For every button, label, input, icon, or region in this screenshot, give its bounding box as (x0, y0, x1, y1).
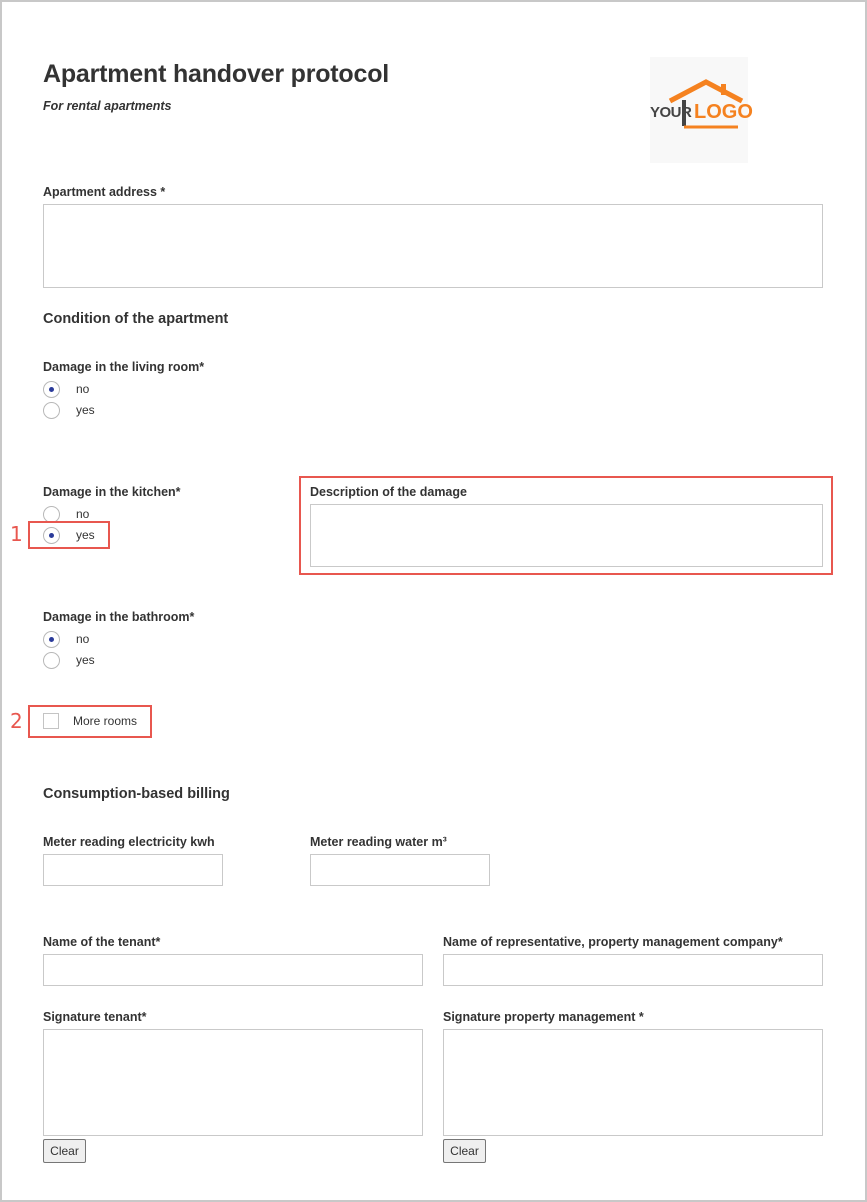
bathroom-radio-no[interactable] (43, 631, 60, 648)
annotation-marker-1: 1 (10, 522, 23, 546)
representative-input[interactable] (443, 954, 823, 986)
radio-label: no (76, 632, 90, 646)
billing-heading: Consumption-based billing (43, 786, 230, 802)
more-rooms-label[interactable]: More rooms (73, 714, 138, 728)
signature-management-label: Signature property management * (443, 1010, 644, 1024)
radio-label: no (76, 382, 90, 396)
water-input[interactable] (310, 854, 490, 886)
representative-label: Name of representative, property management company* (443, 935, 783, 949)
living-room-radio-yes[interactable] (43, 402, 60, 419)
living-room-label: Damage in the living room* (43, 360, 205, 374)
radio-label: yes (76, 528, 95, 542)
annotation-box-1 (28, 521, 110, 549)
living-room-radio-no[interactable] (43, 381, 60, 398)
bathroom-label: Damage in the bathroom* (43, 610, 195, 624)
radio-label: yes (76, 653, 95, 667)
bathroom-option-yes[interactable] (43, 651, 95, 669)
electricity-input[interactable] (43, 854, 223, 886)
signature-tenant-label: Signature tenant* (43, 1010, 147, 1024)
more-rooms-checkbox[interactable] (43, 713, 59, 729)
logo-text-your: YOUR (650, 104, 692, 121)
page-title: Apartment handover protocol (43, 60, 390, 88)
signature-management-clear-button[interactable]: Clear (443, 1139, 486, 1163)
tenant-name-input[interactable] (43, 954, 423, 986)
water-label: Meter reading water m³ (310, 835, 447, 849)
electricity-label: Meter reading electricity kwh (43, 835, 215, 849)
kitchen-radio-no[interactable] (43, 506, 60, 523)
bathroom-option-no[interactable] (43, 630, 89, 648)
radio-label: yes (76, 403, 95, 417)
address-textarea[interactable] (43, 204, 823, 288)
radio-label: no (76, 507, 90, 521)
living-room-option-yes[interactable] (43, 401, 95, 419)
annotation-marker-2: 2 (10, 709, 23, 733)
condition-heading: Condition of the apartment (43, 311, 229, 327)
damage-description-label: Description of the damage (310, 485, 467, 499)
signature-management-pad[interactable] (443, 1029, 823, 1136)
company-logo (650, 57, 753, 163)
signature-tenant-clear-button[interactable]: Clear (43, 1139, 86, 1163)
bathroom-radio-yes[interactable] (43, 652, 60, 669)
kitchen-label: Damage in the kitchen* (43, 485, 181, 499)
page-subtitle: For rental apartments (43, 99, 172, 113)
address-label: Apartment address * (43, 185, 166, 199)
tenant-name-label: Name of the tenant* (43, 935, 161, 949)
living-room-option-no[interactable] (43, 380, 89, 398)
signature-tenant-pad[interactable] (43, 1029, 423, 1136)
logo-text-logo: LOGO (694, 101, 753, 123)
damage-description-textarea[interactable] (310, 504, 823, 567)
